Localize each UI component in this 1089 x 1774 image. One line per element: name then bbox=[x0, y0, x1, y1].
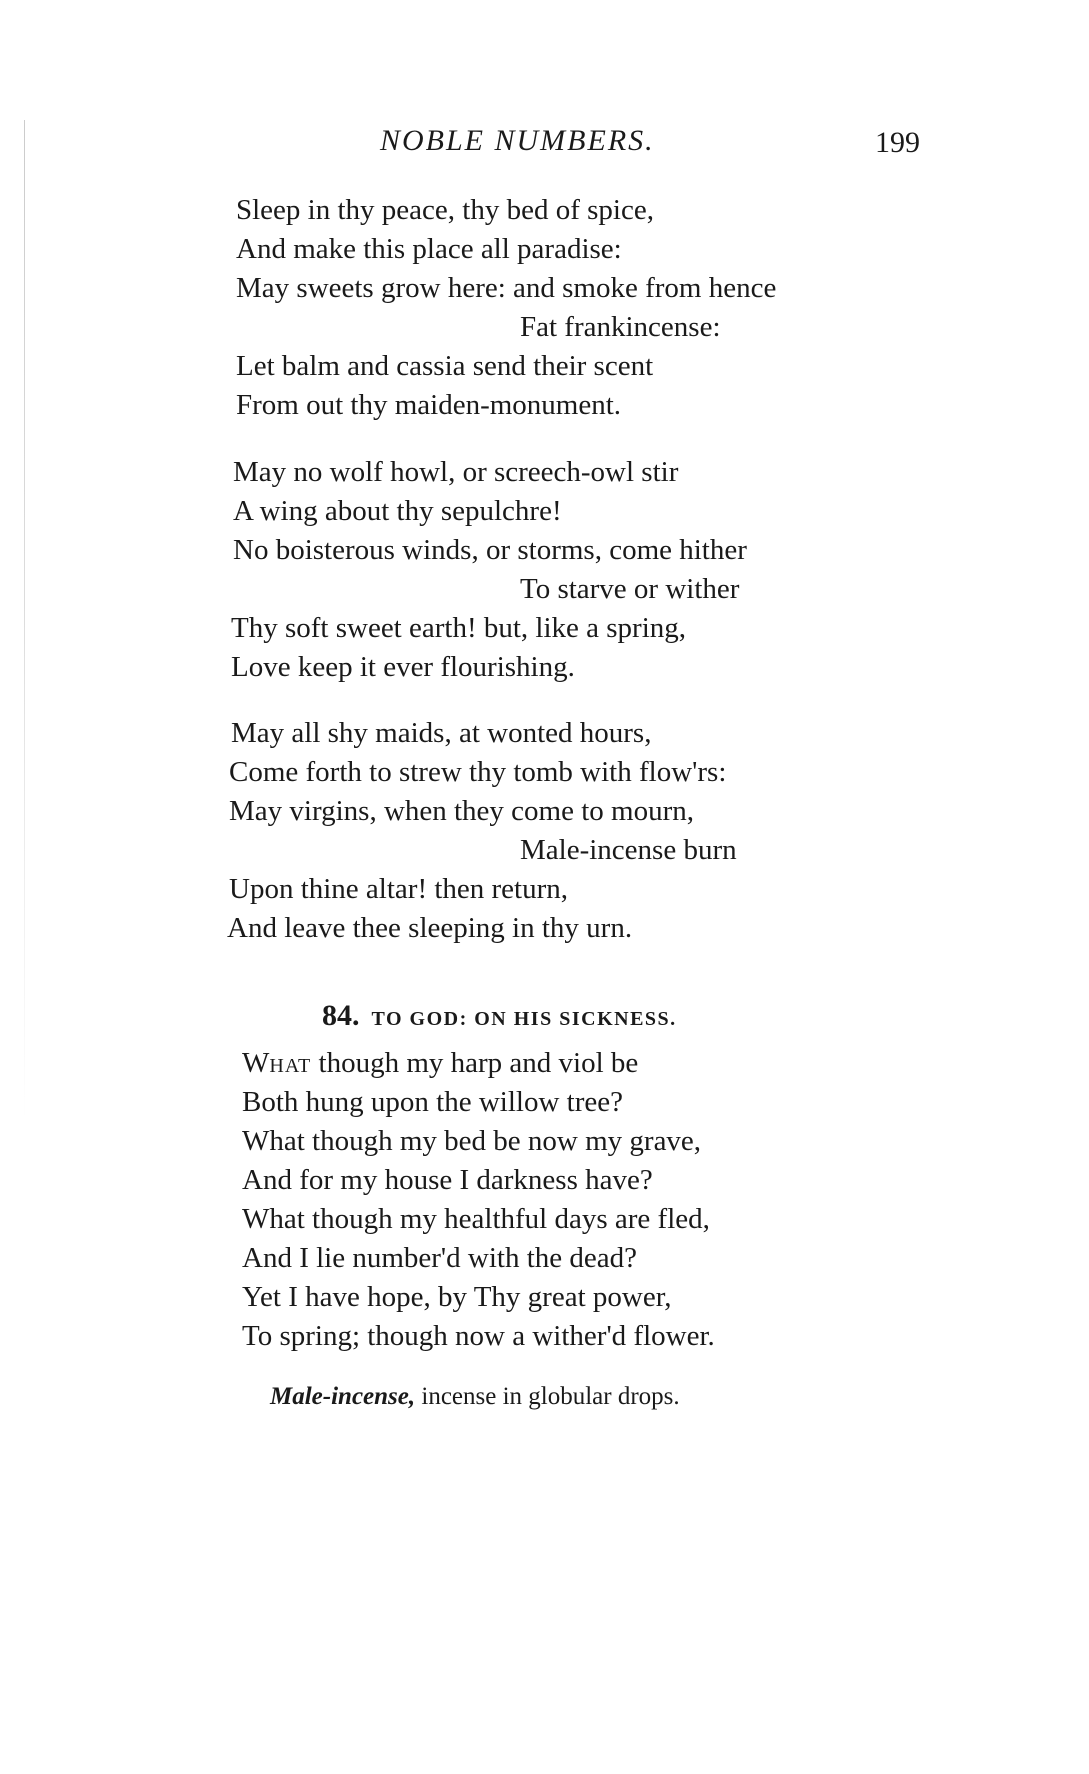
verse-line: And leave thee sleeping in thy urn. bbox=[227, 912, 633, 944]
verse-line: What though my healthful days are fled, bbox=[242, 1203, 710, 1235]
verse-line: Both hung upon the willow tree? bbox=[242, 1086, 623, 1118]
verse-line: Yet I have hope, by Thy great power, bbox=[242, 1281, 672, 1313]
verse-line: A wing about thy sepulchre! bbox=[233, 495, 562, 527]
verse-line: Come forth to strew thy tomb with flow'rs: bbox=[229, 756, 727, 788]
verse-line bbox=[242, 1045, 638, 1084]
page-number: 199 bbox=[875, 126, 920, 159]
scan-gutter-line bbox=[24, 120, 25, 1120]
verse-line-indented: Male-incense burn bbox=[520, 834, 737, 866]
verse-line: Thy soft sweet earth! but, like a spring, bbox=[231, 612, 687, 644]
verse-line: And make this place all paradise: bbox=[236, 233, 622, 265]
footnote-term: Male-incense, bbox=[270, 1383, 416, 1410]
verse-line: May sweets grow here: and smoke from hence bbox=[236, 272, 777, 304]
small-caps-word: HAT bbox=[269, 1055, 312, 1077]
verse-line: And I lie number'd with the dead? bbox=[242, 1242, 637, 1274]
page-header bbox=[380, 124, 920, 174]
verse-line: And for my house I darkness have? bbox=[242, 1164, 653, 1196]
verse-line: From out thy maiden-monument. bbox=[236, 389, 622, 421]
footnote-text: incense in globular drops. bbox=[415, 1383, 680, 1410]
verse-line: Let balm and cassia send their scent bbox=[236, 350, 654, 382]
footnote bbox=[270, 1381, 680, 1413]
verse-line: May virgins, when they come to mourn, bbox=[229, 795, 695, 827]
poem-heading bbox=[322, 998, 677, 1037]
poem-number: 84. bbox=[322, 999, 360, 1032]
verse-line: To spring; though now a wither'd flower. bbox=[242, 1320, 715, 1352]
verse-line: Love keep it ever flourishing. bbox=[231, 651, 575, 683]
verse-line: Upon thine altar! then return, bbox=[229, 873, 569, 905]
verse-line: May all shy maids, at wonted hours, bbox=[231, 717, 652, 749]
verse-line: No boisterous winds, or storms, come hither bbox=[233, 534, 747, 566]
running-title: NOBLE NUMBERS. bbox=[380, 124, 655, 157]
verse-line: May no wolf howl, or screech-owl stir bbox=[233, 456, 679, 488]
drop-initial: W bbox=[242, 1047, 270, 1079]
poem-title: TO GOD: ON HIS SICKNESS. bbox=[371, 1008, 677, 1030]
verse-line-indented: Fat frankincense: bbox=[520, 311, 721, 343]
verse-line: Sleep in thy peace, thy bed of spice, bbox=[236, 194, 654, 226]
verse-line: What though my bed be now my grave, bbox=[242, 1125, 702, 1157]
verse-line-rest: though my harp and viol be bbox=[311, 1047, 639, 1079]
verse-line-indented: To starve or wither bbox=[520, 573, 740, 605]
